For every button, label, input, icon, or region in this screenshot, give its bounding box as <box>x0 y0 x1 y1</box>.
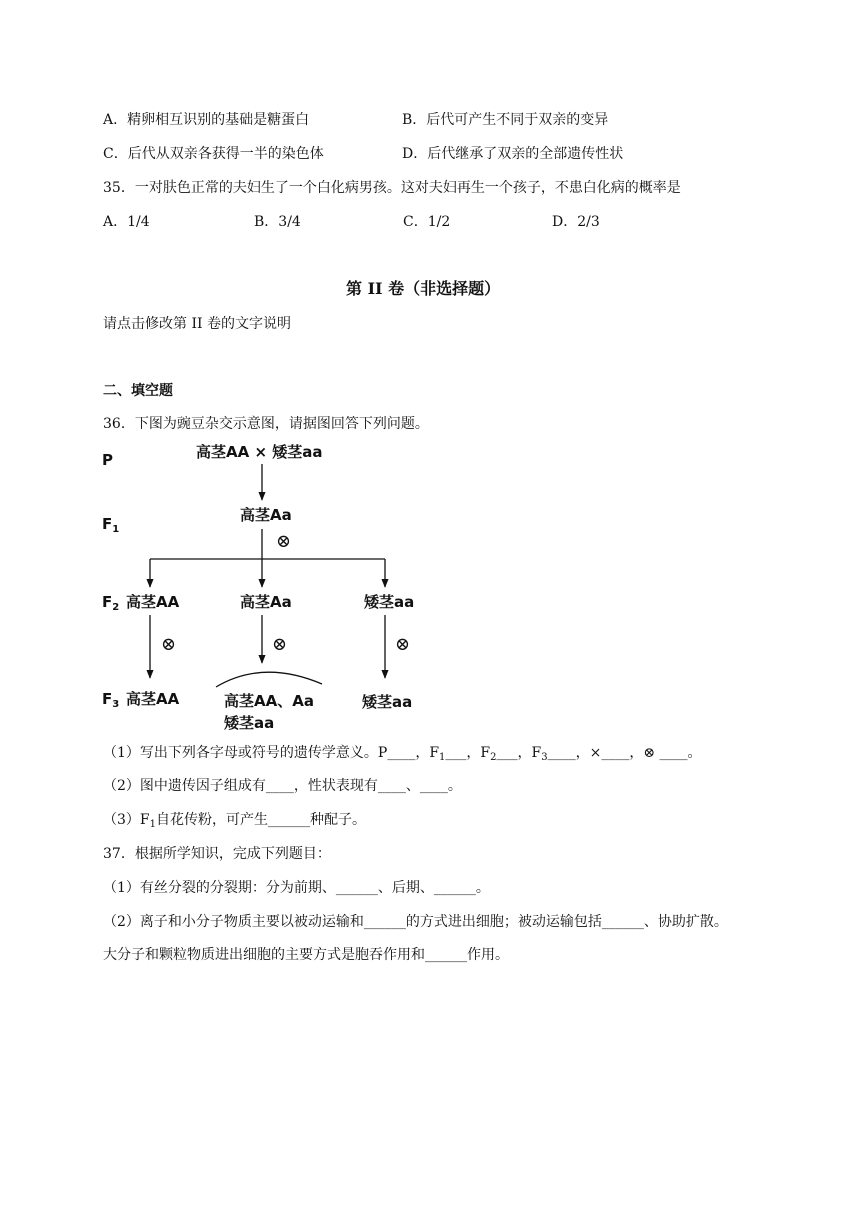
q36-sub1: （1）写出下列各字母或符号的遗传学意义。P____，$F_1\_\_\_$，$F_2\_\_\_$，$F_3\_\_\_\_$，×____，⊗ ____。 <box>103 745 702 763</box>
q37-sub2: （2）离子和小分子物质主要以被动运输和______的方式进出细胞；被动运输包括______、协助扩散。 <box>103 914 728 930</box>
q34-option-b: B．后代可产生不同于双亲的变异 <box>402 112 609 128</box>
p-cross-genotypes: 高茎AA × 矮茎aa <box>196 443 323 461</box>
q34-option-c: C．后代从双亲各获得一半的染色体 <box>103 146 324 162</box>
q35-option-a: A．1/4 <box>103 214 150 230</box>
q34-option-d: D．后代继承了双亲的全部遗传性状 <box>402 146 624 162</box>
q37-sub1: （1）有丝分裂的分裂期：分为前期、______、后期、______。 <box>103 880 490 896</box>
q35-stem: 35．一对肤色正常的夫妇生了一个白化病男孩。这对夫妇再生一个孩子，不患白化病的概率是 <box>103 180 681 196</box>
f3-mid-recessive: 矮茎aa <box>224 714 275 732</box>
f3-right-genotype: 矮茎aa <box>362 693 413 711</box>
segregation-arc <box>216 672 322 687</box>
label-f1: $F_1$ <box>102 515 120 535</box>
q36-stem: 36．下图为豌豆杂交示意图，请据图回答下列问题。 <box>103 416 429 432</box>
section-heading: 二、填空题 <box>103 383 173 399</box>
q34-option-a: A．精卵相互识别的基础是糖蛋白 <box>103 112 310 128</box>
q36-sub2: （2）图中遗传因子组成有____，性状表现有____、____。 <box>103 778 462 794</box>
f2-left-genotype: 高茎AA <box>126 593 180 611</box>
f2-mid-genotype: 高茎Aa <box>240 593 292 611</box>
f1-genotype: 高茎Aa <box>240 506 292 524</box>
self-cross-icon: ⊗ <box>395 634 411 655</box>
label-f2: $F_2$ <box>102 593 120 613</box>
q35-option-d: D．2/3 <box>552 214 600 230</box>
q35-option-c: C．1/2 <box>403 214 451 230</box>
q35-option-b: B．3/4 <box>254 214 301 230</box>
self-cross-icon: ⊗ <box>276 531 292 552</box>
section-title: 第 II 卷（非选择题） <box>346 279 501 298</box>
q37-sub2-continued: 大分子和颗粒物质进出细胞的主要方式是胞吞作用和______作用。 <box>103 947 509 963</box>
self-cross-icon: ⊗ <box>161 634 177 655</box>
f2-right-genotype: 矮茎aa <box>364 593 415 611</box>
section-note: 请点击修改第 II 卷的文字说明 <box>103 316 291 332</box>
f3-mid-genotypes: 高茎AA、Aa <box>224 692 314 710</box>
q36-sub3: $(3)F_1$自花传粉，可产生______种配子。 <box>103 812 366 830</box>
q37-stem: 37．根据所学知识，完成下列题目： <box>103 846 331 862</box>
label-p: P <box>102 451 113 469</box>
label-f3: $F_3$ <box>102 690 120 710</box>
self-cross-icon: ⊗ <box>272 634 288 655</box>
f3-left-genotype: 高茎AA <box>126 690 180 708</box>
